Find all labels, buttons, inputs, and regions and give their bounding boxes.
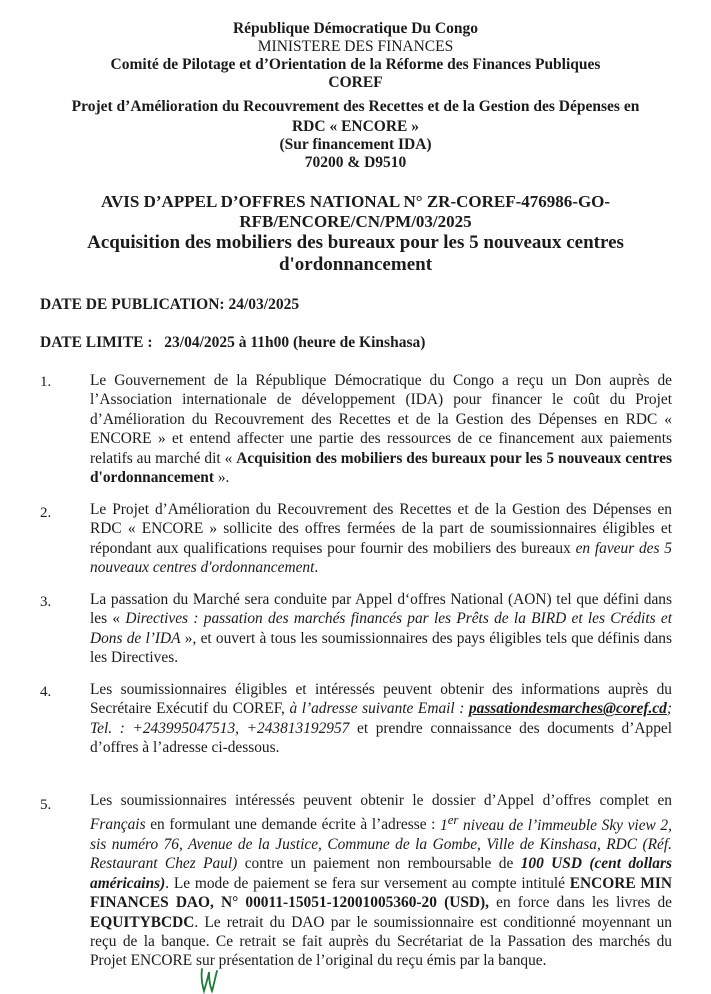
notice-subject-line1: Acquisition des mobiliers des bureaux pour les 5 nouveaux centres	[87, 232, 624, 253]
language-word: Français	[90, 816, 146, 834]
financing-codes: 70200 & D9510	[304, 154, 407, 171]
fee-amount: 100 USD (cent dollars américains)	[90, 855, 672, 892]
deadline-date	[40, 334, 425, 352]
project-name-line1: Projet d’Amélioration du Recouvrement des Recettes et de la Gestion des Dépenses en	[71, 98, 640, 115]
financing-note: (Sur financement IDA)	[279, 136, 432, 153]
address-superscript: er	[447, 812, 459, 827]
paragraph-text: . Le retrait du DAO par le soumissionnaire est conditionné moyennant un reçu de la banque. Ce retrait se fait auprès du Secrétariat de la Passation des marchés du Projet ENCORE sur présentation de l’original du reçu émis par la banque.	[90, 913, 672, 970]
committee-acronym: COREF	[328, 74, 383, 91]
paragraph-2	[90, 500, 672, 578]
paragraph-text: », et ouvert à tous les soumissionnaires des pays éligibles tels que définis dans les Directives.	[90, 629, 672, 667]
paragraph-number: 4.	[40, 684, 52, 700]
paragraph-text: .	[314, 559, 319, 577]
paragraph-text: en formulant une demande écrite à l’adresse :	[150, 816, 436, 834]
paragraph-number: 5.	[40, 797, 52, 813]
bank-name: EQUITYBCDC	[90, 913, 195, 931]
paragraph-text: Le Gouvernement de la République Démocratique du Congo a reçu un Don auprès de l’Association internationale de développement (IDA) pour financer le coût du Projet d’Amélioration du Recouvrement des Recettes et de la Gestion des Dépenses en RDC « ENCORE » et entend affecter une partie des ressources de ce financement aux paiements relatifs au marché dit «	[90, 372, 672, 467]
committee-name: Comité de Pilotage et d’Orientation de la Réforme des Finances Publiques	[110, 56, 601, 73]
deadline-date-value: 23/04/2025 à 11h00 (heure de Kinshasa)	[164, 334, 426, 351]
paragraph-text: Le Projet d’Amélioration du Recouvrement des Recettes et de la Gestion des Dépenses en RDC « ENCORE » sollicite des offres fermées de la part de soumissionnaires éligibles et répondant aux qualifications requises pour fournir des mobiliers des bureaux	[90, 501, 672, 557]
bank-account: ENCORE MIN FINANCES DAO, N° 00011-15051-12001005360-20 (USD),	[90, 874, 672, 912]
directives-title: Directives : passation des marchés financés par les Prêts de la BIRD et les Crédits et Dons de l’IDA	[90, 610, 672, 647]
paragraph-number: 1.	[40, 374, 52, 390]
paragraph-4	[90, 680, 672, 758]
paragraph-text: et prendre connaissance des documents d’Appel d’offres à l’adresse ci-dessous.	[90, 719, 672, 757]
paragraph-number: 3.	[40, 594, 52, 610]
paragraph-1	[90, 371, 672, 487]
paragraph-text: Les soumissionnaires éligibles et intéressés peuvent obtenir des informations auprès du Secrétaire Exécutif du COREF,	[90, 681, 672, 718]
paragraph-5	[90, 791, 672, 971]
deadline-date-label: DATE LIMITE :	[40, 334, 153, 351]
paragraph-text: La passation du Marché sera conduite par Appel d‘offres National (AON) tel que défini dans les «	[90, 591, 672, 628]
paragraph-text: en force dans les livres de	[496, 894, 672, 912]
paragraph-italic-text: en faveur des 5 nouveaux centres d'ordonnancement	[90, 539, 672, 577]
paragraph-text: ».	[217, 469, 230, 487]
publication-date-value: 24/03/2025	[228, 296, 300, 313]
contact-phones: ; Tel. : +243995047513, +243813192957	[90, 700, 672, 737]
project-name-line2: RDC « ENCORE »	[291, 118, 420, 135]
paragraph-text: Les soumissionnaires intéressés peuvent obtenir le dossier d’Appel d’offres complet en	[90, 792, 672, 809]
contact-email-link[interactable]: passationdesmarches@coref.cd	[468, 700, 667, 718]
notice-title-line2: RFB/ENCORE/CN/PM/03/2025	[239, 212, 472, 231]
handwritten-initial-mark	[197, 966, 221, 994]
paragraph-3	[90, 590, 672, 668]
publication-date	[40, 296, 299, 314]
paragraph-text: . Le mode de paiement se fera sur versement au compte intitulé	[165, 874, 565, 892]
address-floor: 1	[440, 816, 448, 834]
paragraph-text: contre un paiement non remboursable de	[244, 855, 514, 873]
contract-title: Acquisition des mobiliers des bureaux pour les 5 nouveaux centres d'ordonnancement	[90, 449, 672, 487]
address-text: niveau de l’immeuble Sky view 2, sis numéro 76, Avenue de la Justice, Commune de la Gombe, Ville de Kinshasa, RDC (Réf. Restaurant Chez Paul)	[90, 816, 672, 873]
notice-title-line1: AVIS D’APPEL D’OFFRES NATIONAL N° ZR-COREF-476986-GO-	[100, 192, 611, 211]
country-name: République Démocratique Du Congo	[232, 20, 478, 37]
paragraph-number: 2.	[40, 505, 52, 521]
publication-date-label: DATE DE PUBLICATION:	[40, 296, 225, 313]
paragraph-italic-text: à l’adresse suivante Email :	[289, 700, 465, 718]
notice-subject-line2: d'ordonnancement	[278, 254, 433, 275]
ministry-name: MINISTERE DES FINANCES	[257, 38, 454, 55]
